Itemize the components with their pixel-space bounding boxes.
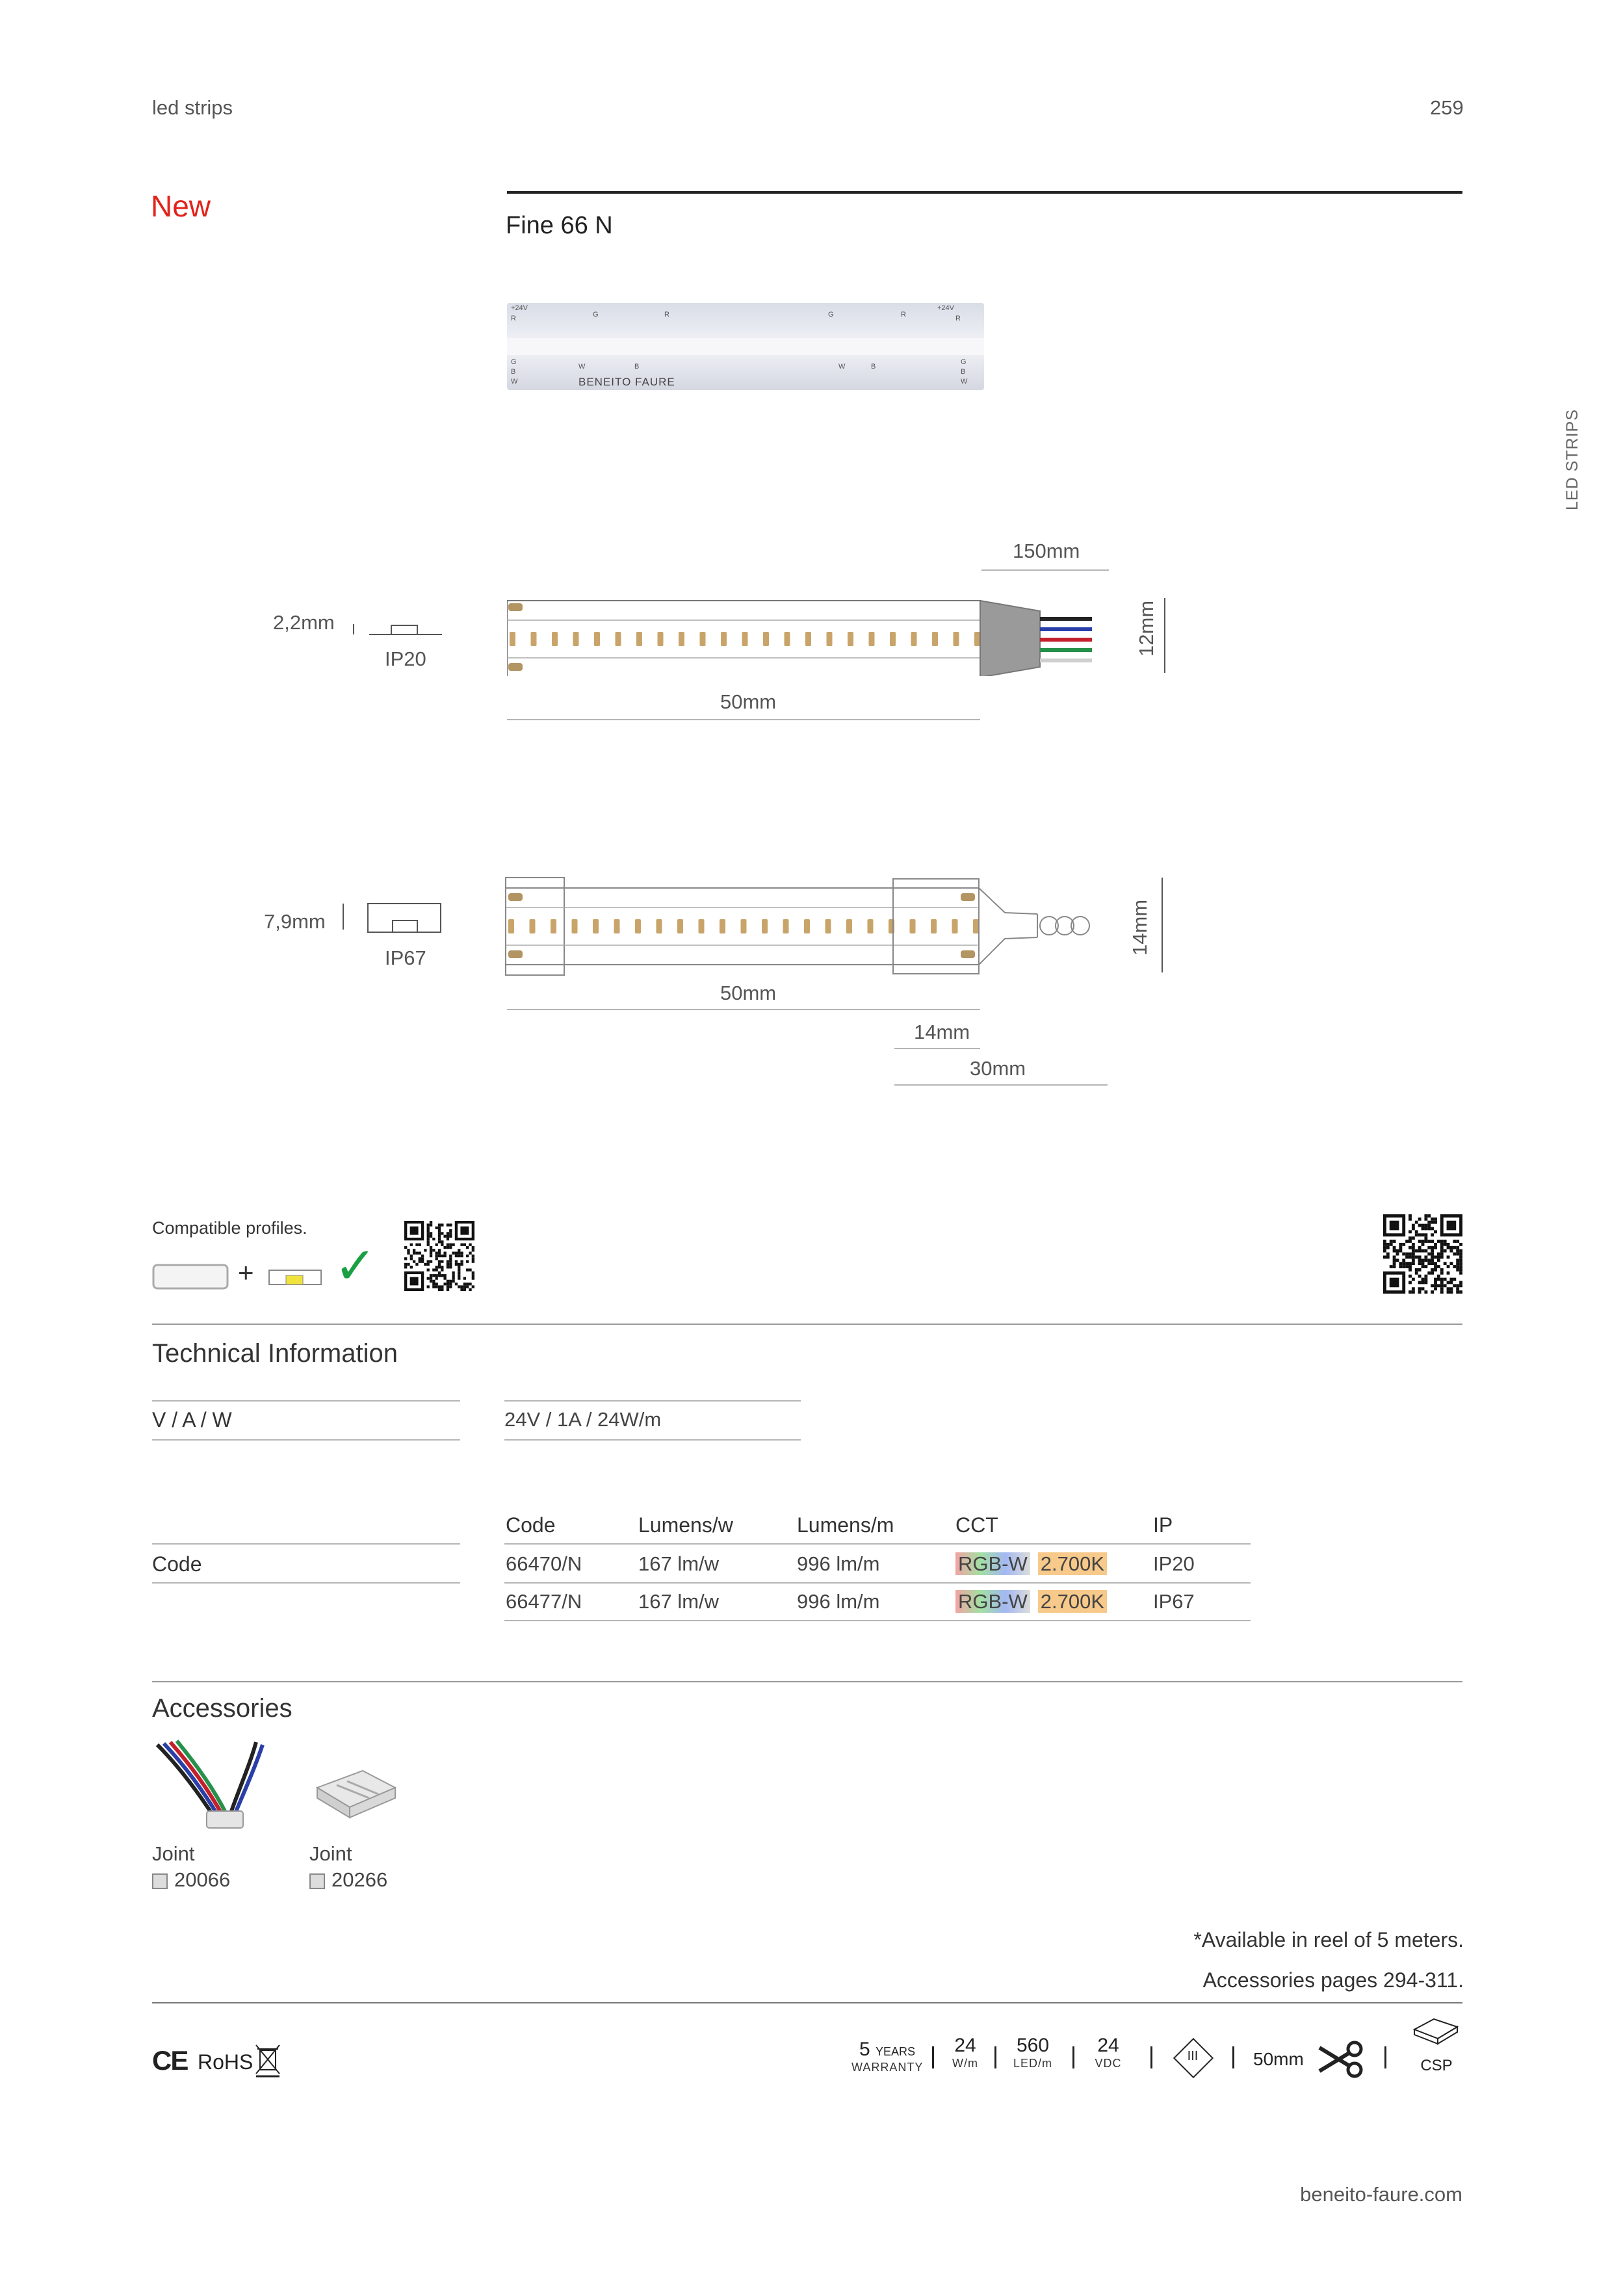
ip20-rating: IP20 xyxy=(385,647,426,670)
strip-label-r-left: R xyxy=(511,315,516,322)
row1-ip: IP20 xyxy=(1153,1552,1195,1575)
code-label-rule-top xyxy=(152,1543,460,1545)
ip67-rating: IP67 xyxy=(385,946,426,969)
spec-separator xyxy=(1072,2046,1074,2068)
led-chip xyxy=(954,632,959,646)
warranty-label: WARRANTY xyxy=(851,2061,924,2074)
strip-label-b2: B xyxy=(871,363,876,371)
led-chip xyxy=(573,632,579,646)
scissors-icon xyxy=(1317,2039,1369,2080)
voltage-spec xyxy=(1085,2035,1131,2070)
vaw-value-rule-bottom xyxy=(504,1439,801,1441)
rohs-mark: RoHS xyxy=(198,2050,253,2074)
led-chip xyxy=(910,919,916,933)
ip67-strip-dimline xyxy=(507,1009,980,1010)
led-chip xyxy=(952,919,958,933)
led-chip xyxy=(868,919,874,933)
voltage-unit: VDC xyxy=(1095,2057,1122,2070)
led-chip xyxy=(973,919,979,933)
led-chip xyxy=(593,919,599,933)
ip20-strip-dimline xyxy=(507,719,980,720)
ip67-end-length: 30mm xyxy=(970,1057,1026,1080)
accessory-1-code-row xyxy=(152,1868,230,1892)
checkbox-icon[interactable] xyxy=(309,1873,325,1889)
qr-code-right[interactable] xyxy=(1383,1214,1462,1294)
ip20-section-drawing xyxy=(351,618,448,644)
row1-lumens-m: 996 lm/m xyxy=(797,1552,880,1575)
table-rule-2 xyxy=(504,1582,1251,1584)
led-chip xyxy=(679,632,684,646)
joint-connector-image xyxy=(311,1762,402,1820)
vaw-value-rule-top xyxy=(504,1400,801,1402)
led-chip xyxy=(616,632,621,646)
vaw-rule-top xyxy=(152,1400,460,1402)
row1-cct-k: 2.700K xyxy=(1038,1552,1107,1575)
technical-title: Technical Information xyxy=(152,1339,398,1368)
plus-sign: + xyxy=(238,1257,254,1288)
ip67-end-dimline xyxy=(894,1084,1108,1086)
power-number: 24 xyxy=(954,2035,976,2056)
led-chip xyxy=(763,632,769,646)
ip67-cap-length: 14mm xyxy=(914,1021,970,1043)
strip-label-r1: R xyxy=(664,311,669,319)
led-number: 560 xyxy=(1016,2035,1050,2056)
strip-label-24v-right: +24V xyxy=(937,304,954,312)
accessories-title: Accessories xyxy=(152,1694,292,1723)
side-label: LED STRIPS xyxy=(1563,409,1581,510)
new-badge: New xyxy=(151,189,211,223)
col-code: Code xyxy=(506,1513,556,1537)
led-chip xyxy=(720,919,725,933)
page-number: 259 xyxy=(1430,96,1464,119)
vaw-rule-bottom xyxy=(152,1439,460,1441)
section-label: led strips xyxy=(152,96,233,119)
ip67-section-drawing xyxy=(341,900,445,939)
accessory-1-code: 20066 xyxy=(174,1868,231,1891)
col-lumens-m: Lumens/m xyxy=(797,1513,894,1537)
led-chip xyxy=(572,919,578,933)
led-chip xyxy=(974,632,980,646)
led-chip xyxy=(931,919,937,933)
cut-length-label: 50mm xyxy=(1253,2049,1304,2069)
led-chip xyxy=(804,919,810,933)
led-chip xyxy=(614,919,620,933)
ip67-height-label: 7,9mm xyxy=(264,910,326,933)
check-icon: ✓ xyxy=(334,1237,377,1294)
col-lumens-w: Lumens/w xyxy=(638,1513,733,1537)
led-chip xyxy=(656,919,662,933)
warranty-years: YEARS xyxy=(876,2045,916,2058)
row2-lumens-m: 996 lm/m xyxy=(797,1590,880,1613)
led-chip xyxy=(911,632,917,646)
led-chip xyxy=(932,632,938,646)
led-chip xyxy=(510,632,515,646)
led-chip xyxy=(531,632,537,646)
table-rule-1 xyxy=(504,1543,1251,1545)
strip-label-w2: W xyxy=(838,363,846,371)
notes-rule xyxy=(152,2002,1462,2003)
ce-mark: CE xyxy=(152,2045,188,2076)
accessory-1-name: Joint xyxy=(152,1842,195,1865)
led-chip xyxy=(848,632,853,646)
ip67-width-label: 14mm xyxy=(1128,899,1151,956)
led-chip xyxy=(508,919,514,933)
col-ip: IP xyxy=(1153,1513,1173,1537)
compatible-label: Compatible profiles. xyxy=(152,1218,307,1238)
row1-lumens-w: 167 lm/w xyxy=(638,1552,720,1575)
strip-label-bottom-right: G B W xyxy=(961,358,968,385)
qr-code-left[interactable] xyxy=(404,1221,474,1291)
led-chip xyxy=(783,919,789,933)
led-chip xyxy=(551,919,556,933)
led-chip xyxy=(846,919,852,933)
row2-code: 66477/N xyxy=(506,1590,582,1613)
strip-brand: BENEITO FAURE xyxy=(578,376,675,388)
vaw-value: 24V / 1A / 24W/m xyxy=(504,1408,662,1431)
row2-lumens-w: 167 lm/w xyxy=(638,1590,720,1613)
table-rule-3 xyxy=(504,1620,1251,1621)
led-chip xyxy=(530,919,536,933)
led-chip xyxy=(636,632,642,646)
class-iii-label: III xyxy=(1187,2049,1199,2063)
code-label: Code xyxy=(152,1552,202,1576)
strip-label-g1: G xyxy=(593,311,599,319)
csp-label: CSP xyxy=(1420,2057,1453,2074)
row2-ip: IP67 xyxy=(1153,1590,1195,1613)
spec-separator xyxy=(1232,2046,1234,2068)
led-chip xyxy=(677,919,683,933)
row1-cct xyxy=(955,1552,1107,1576)
col-cct: CCT xyxy=(955,1513,998,1537)
spec-separator xyxy=(1384,2046,1386,2068)
spec-separator xyxy=(994,2046,996,2068)
led-unit: LED/m xyxy=(1013,2057,1052,2070)
ip20-strip-length: 50mm xyxy=(720,690,777,713)
ip67-strip-length: 50mm xyxy=(720,982,777,1004)
power-spec xyxy=(942,2035,988,2070)
class-iii-icon xyxy=(1174,2039,1212,2076)
ip20-cable-dimline xyxy=(981,569,1109,571)
ip20-height-label: 2,2mm xyxy=(273,611,335,634)
code-label-rule-bottom xyxy=(152,1582,460,1584)
csp-chip-icon xyxy=(1409,2015,1461,2048)
led-chip xyxy=(700,632,706,646)
weee-bin-icon xyxy=(253,2042,282,2078)
accessory-2-code-row xyxy=(309,1868,387,1892)
led-chip xyxy=(890,632,896,646)
row2-cct xyxy=(955,1590,1107,1613)
accessory-2-name: Joint xyxy=(309,1842,352,1865)
vaw-label: V / A / W xyxy=(152,1408,232,1431)
led-chip xyxy=(741,919,747,933)
checkbox-icon[interactable] xyxy=(152,1873,168,1889)
strip-label-g2: G xyxy=(828,311,834,319)
strip-label-bottom-left: G B W xyxy=(511,358,518,385)
strip-label-24v-left: +24V xyxy=(511,304,528,312)
strip-label-r-right: R xyxy=(955,315,961,322)
joint-cable-image xyxy=(152,1740,269,1837)
product-title: Fine 66 N xyxy=(506,212,613,239)
warranty-badge xyxy=(851,2039,923,2074)
accessories-pages-note: Accessories pages 294-311. xyxy=(1202,1968,1464,1992)
led-chip xyxy=(825,919,831,933)
led-chip xyxy=(742,632,748,646)
row2-cct-k: 2.700K xyxy=(1038,1590,1107,1613)
voltage-number: 24 xyxy=(1097,2035,1119,2056)
reel-note: *Available in reel of 5 meters. xyxy=(1193,1928,1464,1951)
website-link[interactable]: beneito-faure.com xyxy=(1300,2183,1462,2206)
compatible-profiles-drawing xyxy=(152,1257,419,1296)
led-chip xyxy=(805,632,811,646)
strip-label-b1: B xyxy=(634,363,640,371)
row1-code: 66470/N xyxy=(506,1552,582,1575)
ip67-cap-dimline xyxy=(894,1048,980,1049)
spec-separator xyxy=(1150,2046,1152,2068)
led-chip xyxy=(762,919,768,933)
accessories-rule xyxy=(152,1681,1462,1682)
title-rule xyxy=(507,191,1462,194)
led-chip xyxy=(827,632,833,646)
strip-label-r2: R xyxy=(901,311,906,319)
led-chip xyxy=(594,632,600,646)
strip-label-w1: W xyxy=(578,363,586,371)
led-chip xyxy=(658,632,664,646)
led-density-spec xyxy=(1004,2035,1062,2070)
strip-photo xyxy=(507,303,984,390)
power-unit: W/m xyxy=(952,2057,978,2070)
ip20-strip-drawing xyxy=(507,592,1183,676)
accessory-2-code: 20266 xyxy=(331,1868,388,1891)
led-chip xyxy=(785,632,790,646)
warranty-number: 5 xyxy=(859,2039,870,2060)
ip67-strip-drawing xyxy=(504,874,1180,978)
led-chip xyxy=(552,632,558,646)
led-chip xyxy=(721,632,727,646)
row2-cct-rgb: RGB-W xyxy=(955,1590,1030,1613)
ip20-cable-length: 150mm xyxy=(1013,540,1080,562)
led-chip xyxy=(699,919,705,933)
ip20-width-label: 12mm xyxy=(1135,600,1158,657)
led-chip xyxy=(635,919,641,933)
technical-rule xyxy=(152,1324,1462,1325)
led-chip xyxy=(869,632,875,646)
row1-cct-rgb: RGB-W xyxy=(955,1552,1030,1575)
spec-separator xyxy=(932,2046,934,2068)
